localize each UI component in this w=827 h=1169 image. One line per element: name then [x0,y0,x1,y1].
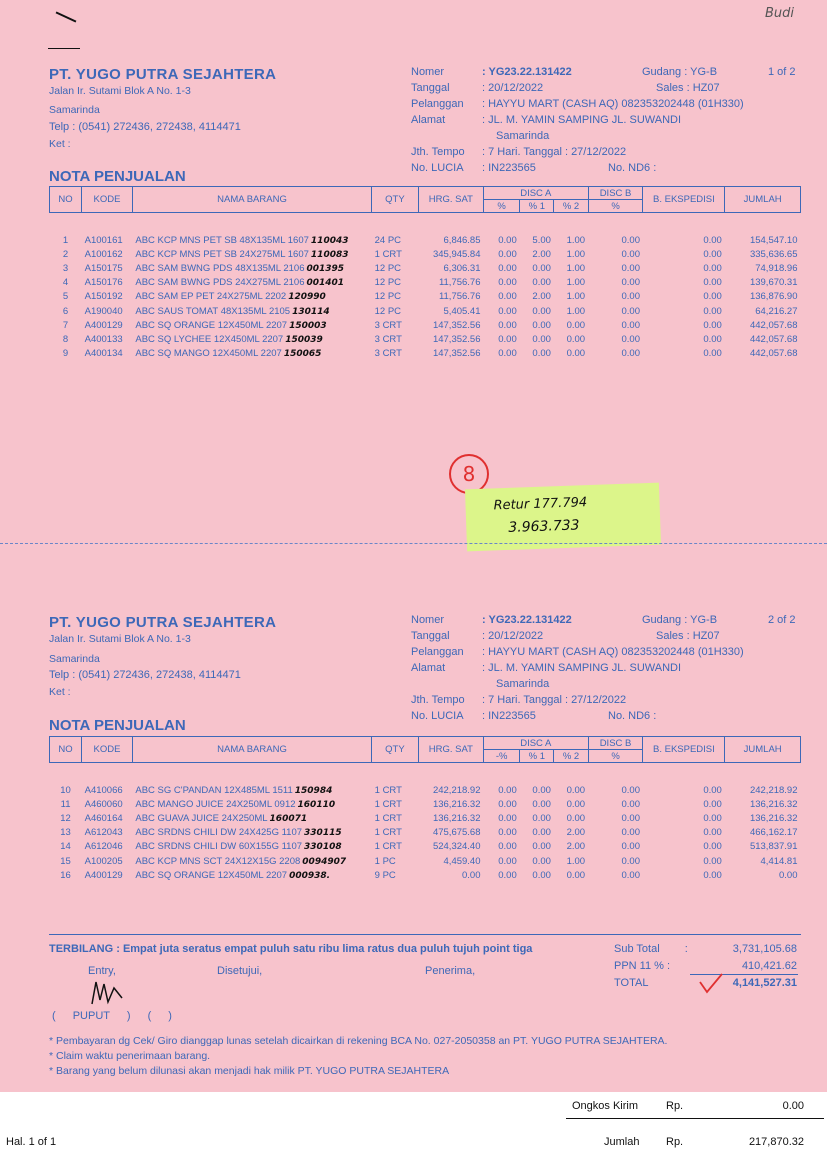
corner-note: Budi [765,6,795,21]
no-nd6: No. ND6 : [608,162,657,174]
table-row: 13 A612043 ABC SRDNS CHILI DW 24X425G 1107 330115 1 CRT 475,675.68 0.00 0.00 2.00 0.00 0.00 466,162.17 [60,827,798,839]
handwritten-code: 110043 [310,235,349,246]
sign-penerima: Penerima, [425,965,476,977]
notes: * Pembayaran dg Cek/ Giro dianggap lunas setelah dicairkan di rekening BCA No. 027-2050358 an PT. YUGO PUTRA SEJAHTERA. * Claim waktu penerimaan barang. * Barang yang belum dilunasi akan menjadi hak milik PT. YUGO PUTRA SEJAHTERA [49,1035,668,1077]
handwritten-code: 330115 [304,828,342,839]
table-row: 5 A150192 ABC SAM EP PET 24X275ML 2202 120990 12 PC 11,756.76 0.00 2.00 1.00 0.00 0.00 136,876.90 [62,291,798,303]
ket-label: Ket : [49,138,71,150]
meta-labels: Nomer Tanggal Pelanggan Alamat Jth. Tempo No. LUCIA [411,614,465,722]
company-name: PT. YUGO PUTRA SEJAHTERA [49,614,277,631]
company-city: Samarinda [49,653,100,665]
table-row: 7 A400129 ABC SQ ORANGE 12X450ML 2207 150003 3 CRT 147,352.56 0.00 0.00 0.00 0.00 0.00 442,057.68 [62,319,798,331]
handwritten-code: 130114 [292,306,330,317]
doc-title: NOTA PENJUALAN [49,717,186,734]
company-name: PT. YUGO PUTRA SEJAHTERA [49,66,277,83]
footer-strip [0,1092,827,1169]
page-divider [0,543,827,544]
sign-entry: Entry, [88,965,116,977]
company-phone: Telp : (0541) 272436, 272438, 4114471 [49,121,241,133]
terbilang: TERBILANG : Empat juta seratus empat puluh satu ribu lima ratus dua puluh tujuh point tiga [49,943,533,955]
jumlah-value: 217,870.32 [748,1136,804,1148]
ongkos-rp: Rp. [666,1100,684,1112]
meta-labels: Nomer Tanggal Pelanggan Alamat Jth. Tempo No. LUCIA [411,66,465,174]
handwritten-code: 120990 [288,292,326,303]
table-row: 12 A460164 ABC GUAVA JUICE 24X250ML 160071 1 CRT 136,216.32 0.00 0.00 0.00 0.00 0.00 136,216.32 [60,812,798,824]
table-row: 9 A400134 ABC SQ MANGO 12X450ML 2207 150065 3 CRT 147,352.56 0.00 0.00 0.00 0.00 0.00 442,057.68 [62,348,798,360]
handwritten-code: 150984 [294,785,333,796]
signature-scribble [88,978,128,1008]
company-city: Samarinda [49,104,100,116]
handwritten-code: 160071 [269,813,308,824]
table-row: 3 A150175 ABC SAM BWNG PDS 48X135ML 2106 001395 12 PC 6,306.31 0.00 0.00 1.00 0.00 0.00 74,918.96 [62,262,798,274]
table-row: 14 A612046 ABC SRDNS CHILI DW 60X155G 1107 330108 1 CRT 524,324.40 0.00 0.00 2.00 0.00 0.00 513,837.91 [60,841,798,853]
ongkos-value: 0.00 [782,1100,804,1112]
hal-label: Hal. 1 of 1 [6,1136,57,1148]
table-row: 11 A460060 ABC MANGO JUICE 24X250ML 0912 160110 1 CRT 136,216.32 0.00 0.00 0.00 0.00 0.00 136,216.32 [60,798,798,810]
table-row: 2 A100162 ABC KCP MNS PET SB 24X275ML 1607 110083 1 CRT 345,945.84 0.00 2.00 1.00 0.00 0.00 335,636.65 [62,248,798,260]
ket-label: Ket : [49,686,71,698]
table-row: 16 A400129 ABC SQ ORANGE 12X450ML 2207 000938. 9 PC 0.00 0.00 0.00 0.00 0.00 0.00 0.00 [60,869,798,881]
handwritten-code: 000938. [289,870,331,881]
pen-mark [56,11,77,22]
ppn-value: 410,421.62 [741,960,797,972]
doc-title: NOTA PENJUALAN [49,168,186,185]
table-row: 6 A190040 ABC SAUS TOMAT 48X135ML 2105 130114 12 PC 5,405.41 0.00 0.00 1.00 0.00 0.00 64,216.27 [62,305,798,317]
handwritten-code: 160110 [297,799,336,810]
items-table-page1: NO KODE NAMA BARANG QTY HRG. SAT DISC A DISC B B. EKSPEDISI JUMLAH % % 1 % 2 % 1 A100161 ABC KCP MNS PET SB 48X135ML 1607 110043 24 PC 6,846.85 0.00 5.00 1.00 0.00 0.00 154,547.10 2 A100162 ABC KCP MNS PET SB 24X275ML 1607 110083 1 CRT 345,945.84 0.00 2.00 1.00 0.00 0.00 335,636.65 3 A150175 ABC SAM BWNG PDS 48X135ML 2106 001395 12 PC 6,306.31 0.00 0.00 1.00 0.00 0.00 74,918.96 4 A150176 ABC SAM BWNG PDS 24X275ML 2106 001401 12 PC 11,756.76 0.00 0.00 1.00 0.00 0.00 139,670.31 5 A150192 ABC SAM EP PET 24X275ML 2202 120990 12 PC 11,756.76 0.00 2.00 1.00 0.00 0.00 136,876.90 6 A190040 ABC SAUS TOMAT 48X135ML 2105 130114 12 PC 5,405.41 0.00 0.00 1.00 0.00 0.00 64,216.27 7 A400129 ABC SQ ORANGE 12X450ML 2207 150003 3 CRT 147,352.56 0.00 0.00 0.00 0.00 0.00 442,057.68 8 A400133 ABC SQ LYCHEE 12X450ML 2207 150039 3 CRT 147,352.56 0.00 0.00 0.00 0.00 0.00 442,057.68 9 A400134 ABC SQ MANGO 12X450ML 2207 150065 3 CRT 147,352.56 0.00 0.00 0.00 0.00 0.00 442,057.68 [49,186,801,361]
total-value: 4,141,527.31 [732,977,797,989]
divider [49,934,801,935]
stamp-mark: 8 [449,454,489,494]
sign-disetujui: Disetujui, [217,965,263,977]
meta-right: Gudang : YG-B Sales : HZ07 [642,614,720,642]
meta-right: Gudang : YG-B Sales : HZ07 [642,66,720,94]
no-nd6: No. ND6 : [608,710,657,722]
table-row: 10 A410066 ABC SG C'PANDAN 12X485ML 1511 150984 1 CRT 242,218.92 0.00 0.00 0.00 0.00 0.00 242,218.92 [60,784,798,796]
jumlah-rp: Rp. [666,1136,684,1148]
company-address: Jalan Ir. Sutami Blok A No. 1-3 [49,85,191,97]
handwritten-code: 001395 [306,263,345,274]
pen-mark [48,48,80,49]
ongkos-label: Ongkos Kirim [572,1100,639,1112]
table-row: 4 A150176 ABC SAM BWNG PDS 24X275ML 2106 001401 12 PC 11,756.76 0.00 0.00 1.00 0.00 0.00 139,670.31 [62,277,798,289]
sticky-line-1: Retur 177.794 [493,495,588,514]
handwritten-code: 0094907 [302,856,347,867]
sign-names: ( PUPUT ) ( ) [52,1010,172,1022]
meta-values: : YG23.22.131422 : 20/12/2022 : HAYYU MART (CASH AQ) 082353202448 (01H330) : JL. M. YAMIN SAMPING JL. SUWANDI Samarinda : 7 Hari. Tanggal : 27/12/2022 : IN223565 [482,614,744,722]
company-address: Jalan Ir. Sutami Blok A No. 1-3 [49,633,191,645]
items-table-page2: NO KODE NAMA BARANG QTY HRG. SAT DISC A DISC B B. EKSPEDISI JUMLAH -% % 1 % 2 % 10 A410066 ABC SG C'PANDAN 12X485ML 1511 150984 1 CRT 242,218.92 0.00 0.00 0.00 0.00 0.00 242,218.92 11 A460060 ABC MANGO JUICE 24X250ML 0912 160110 1 CRT 136,216.32 0.00 0.00 0.00 0.00 0.00 136,216.32 12 A460164 ABC GUAVA JUICE 24X250ML 160071 1 CRT 136,216.32 0.00 0.00 0.00 0.00 0.00 136,216.32 13 A612043 ABC SRDNS CHILI DW 24X425G 1107 330115 1 CRT 475,675.68 0.00 0.00 2.00 0.00 0.00 466,162.17 14 A612046 ABC SRDNS CHILI DW 60X155G 1107 330108 1 CRT 524,324.40 0.00 0.00 2.00 0.00 0.00 513,837.91 15 A100205 ABC KCP MNS SCT 24X12X15G 2208 0094907 1 PC 4,459.40 0.00 0.00 1.00 0.00 0.00 4,414.81 16 A400129 ABC SQ ORANGE 12X450ML 2207 000938. 9 PC 0.00 0.00 0.00 0.00 0.00 0.00 0.00 [49,736,801,882]
handwritten-code: 330108 [304,842,342,853]
sticky-note [465,483,661,552]
handwritten-code: 150039 [285,334,323,345]
table-row: 15 A100205 ABC KCP MNS SCT 24X12X15G 2208 0094907 1 PC 4,459.40 0.00 0.00 1.00 0.00 0.00 4,414.81 [60,855,798,867]
handwritten-code: 150003 [289,320,327,331]
page-number: 2 of 2 [768,614,796,626]
handwritten-code: 110083 [310,249,349,260]
company-phone: Telp : (0541) 272436, 272438, 4114471 [49,669,241,681]
sticky-line-2: 3.963.733 [508,517,580,536]
handwritten-code: 001401 [306,278,345,289]
handwritten-code: 150065 [283,349,322,360]
check-mark [698,972,724,994]
sub-total-value: 3,731,105.68 [732,943,797,955]
table-row: 1 A100161 ABC KCP MNS PET SB 48X135ML 1607 110043 24 PC 6,846.85 0.00 5.00 1.00 0.00 0.00 154,547.10 [62,234,798,246]
totals-labels: Sub Total : PPN 11 % : TOTAL [614,943,688,989]
table-row: 8 A400133 ABC SQ LYCHEE 12X450ML 2207 150039 3 CRT 147,352.56 0.00 0.00 0.00 0.00 0.00 442,057.68 [62,333,798,345]
jumlah-label: Jumlah [604,1136,640,1148]
meta-values: : YG23.22.131422 : 20/12/2022 : HAYYU MART (CASH AQ) 082353202448 (01H330) : JL. M. YAMIN SAMPING JL. SUWANDI Samarinda : 7 Hari. Tanggal : 27/12/2022 : IN223565 [482,66,744,174]
page-number: 1 of 2 [768,66,796,78]
